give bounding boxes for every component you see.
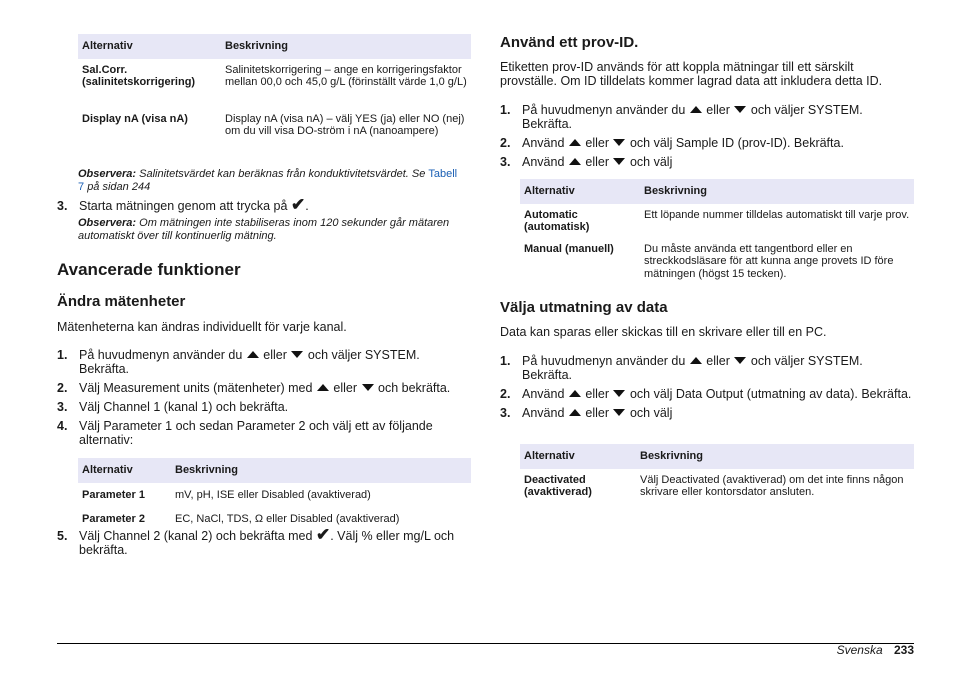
footer-divider [57, 643, 914, 644]
units-step-list [57, 348, 471, 452]
sample-id-intro: Etiketten prov-ID används för att koppla mätningar till ett särskilt provställe. Om ID tilldelats kommer lagrad data att inkludera detta ID. [500, 60, 883, 88]
down-arrow-icon [613, 409, 625, 416]
list-item: 3. Använd eller och välj [500, 155, 673, 169]
table-row [78, 105, 471, 141]
table-cell-description: Du måste använda ett tangentbord eller en streckkodsläsare för att kunna ange provets ID före mätningen (högst 15 tecken). [644, 242, 894, 280]
note-label: Observera: [78, 168, 137, 180]
up-arrow-icon [247, 351, 259, 358]
note-text: Salinitetsvärdet kan beräknas från konduktivitetsvärdet. Se [139, 168, 426, 180]
table-cell-description: EC, NaCl, TDS, Ω eller Disabled (avaktiverad) [175, 512, 400, 525]
table-header-option: Alternativ [520, 444, 636, 469]
table-cell-option: Sal.Corr. (salinitetskorrigering) [82, 63, 196, 88]
parameter-options-table [78, 458, 471, 528]
note-stabilization [78, 217, 471, 243]
data-output-options-table [520, 444, 914, 502]
salinity-options-table [78, 34, 471, 141]
subsection-title-data-output: Välja utmatning av data [500, 299, 668, 316]
units-intro: Mätenheterna kan ändras individuellt för varje kanal. [57, 320, 347, 334]
down-arrow-icon [291, 351, 303, 358]
table-header-description: Beskrivning [636, 444, 914, 469]
table-cell-description: mV, pH, ISE eller Disabled (avaktiverad) [175, 488, 371, 501]
table-row [520, 240, 914, 284]
data-output-step-list [500, 354, 914, 425]
table-row [78, 483, 471, 507]
list-item: 3. Använd eller och välj [500, 406, 673, 420]
table-7-link[interactable]: Tabell 7 [78, 168, 458, 193]
table-cell-option: Parameter 2 [82, 512, 145, 525]
table-header-description: Beskrivning [221, 34, 471, 59]
footer-language: Svenska [836, 643, 883, 657]
checkmark-icon: ✔ [290, 195, 306, 214]
table-row [520, 469, 914, 502]
up-arrow-icon [690, 357, 702, 364]
list-item: 2. Använd eller och välj Data Output (utmatning av data). Bekräfta. [500, 387, 912, 401]
table-header-option: Alternativ [520, 179, 640, 204]
table-cell-option: Manual (manuell) [524, 242, 614, 255]
sample-id-options-table [520, 179, 914, 283]
section-title: Avancerade funktioner [57, 260, 241, 279]
table-cell-description: Ett löpande nummer tilldelas automatiskt till varje prov. [644, 208, 910, 221]
table-cell-description: Display nA (visa nA) – välj YES (ja) eller NO (nej) om du vill visa DO-ström i nA (nanoampere) [225, 112, 465, 137]
up-arrow-icon [690, 106, 702, 113]
subsection-title-sample-id: Använd ett prov-ID. [500, 34, 639, 51]
table-row [520, 204, 914, 240]
table-header-option: Alternativ [78, 34, 221, 59]
down-arrow-icon [734, 357, 746, 364]
list-item: 3. Starta mätningen genom att trycka på ✔. [57, 195, 309, 214]
table-cell-option: Parameter 1 [82, 488, 145, 501]
subsection-title-units: Ändra mätenheter [57, 293, 186, 310]
measure-step-list [57, 195, 471, 218]
down-arrow-icon [734, 106, 746, 113]
note-label: Observera: [78, 217, 137, 229]
page-number: 233 [893, 643, 914, 657]
down-arrow-icon [613, 139, 625, 146]
list-item: 5. Välj Channel 2 (kanal 2) och bekräfta med ✔. Välj % eller mg/L och bekräfta. [57, 525, 455, 557]
table-cell-description: Välj Deactivated (avaktiverad) om det inte finns någon skrivare eller kontorsdator ansluten. [640, 473, 904, 498]
down-arrow-icon [362, 384, 374, 391]
note-tail: på sidan 244 [87, 181, 151, 193]
sample-id-step-list [500, 103, 914, 174]
table-header-option: Alternativ [78, 458, 171, 483]
table-header-description: Beskrivning [640, 179, 914, 204]
list-item: 3. Välj Channel 1 (kanal 1) och bekräfta. [57, 400, 289, 414]
table-cell-option: Deactivated (avaktiverad) [524, 473, 592, 498]
list-item: 2. Välj Measurement units (mätenheter) med eller och bekräfta. [57, 381, 451, 395]
table-cell-option: Automatic (automatisk) [524, 208, 590, 233]
checkmark-icon: ✔ [315, 525, 331, 544]
table-cell-description: Salinitetskorrigering – ange en korrigeringsfaktor mellan 00,0 och 45,0 g/L (förinställt värde 1,0 g/L) [225, 63, 467, 88]
up-arrow-icon [569, 390, 581, 397]
list-item: 1. På huvudmenyn använder du eller och väljer SYSTEM. Bekräfta. [500, 103, 863, 131]
page-footer [837, 643, 914, 657]
up-arrow-icon [569, 158, 581, 165]
list-item: 4. Välj Parameter 1 och sedan Parameter 2 och välj ett av följande alternativ: [57, 419, 433, 447]
list-item: 2. Använd eller och välj Sample ID (prov-ID). Bekräfta. [500, 136, 844, 150]
note-salinity [78, 168, 458, 194]
list-item: 1. På huvudmenyn använder du eller och väljer SYSTEM. Bekräfta. [500, 354, 863, 382]
down-arrow-icon [613, 158, 625, 165]
down-arrow-icon [613, 390, 625, 397]
up-arrow-icon [569, 139, 581, 146]
table-row [78, 59, 471, 105]
table-header-description: Beskrivning [171, 458, 471, 483]
table-cell-option: Display nA (visa nA) [82, 112, 188, 125]
up-arrow-icon [569, 409, 581, 416]
note-text: Om mätningen inte stabiliseras inom 120 sekunder går mätaren automatiskt över till kontinuerlig mätning. [78, 217, 450, 242]
data-output-intro: Data kan sparas eller skickas till en skrivare eller till en PC. [500, 325, 827, 339]
list-item: 1. På huvudmenyn använder du eller och väljer SYSTEM. Bekräfta. [57, 348, 420, 376]
table-row [78, 507, 471, 529]
units-step-list-continued [57, 525, 471, 562]
up-arrow-icon [317, 384, 329, 391]
